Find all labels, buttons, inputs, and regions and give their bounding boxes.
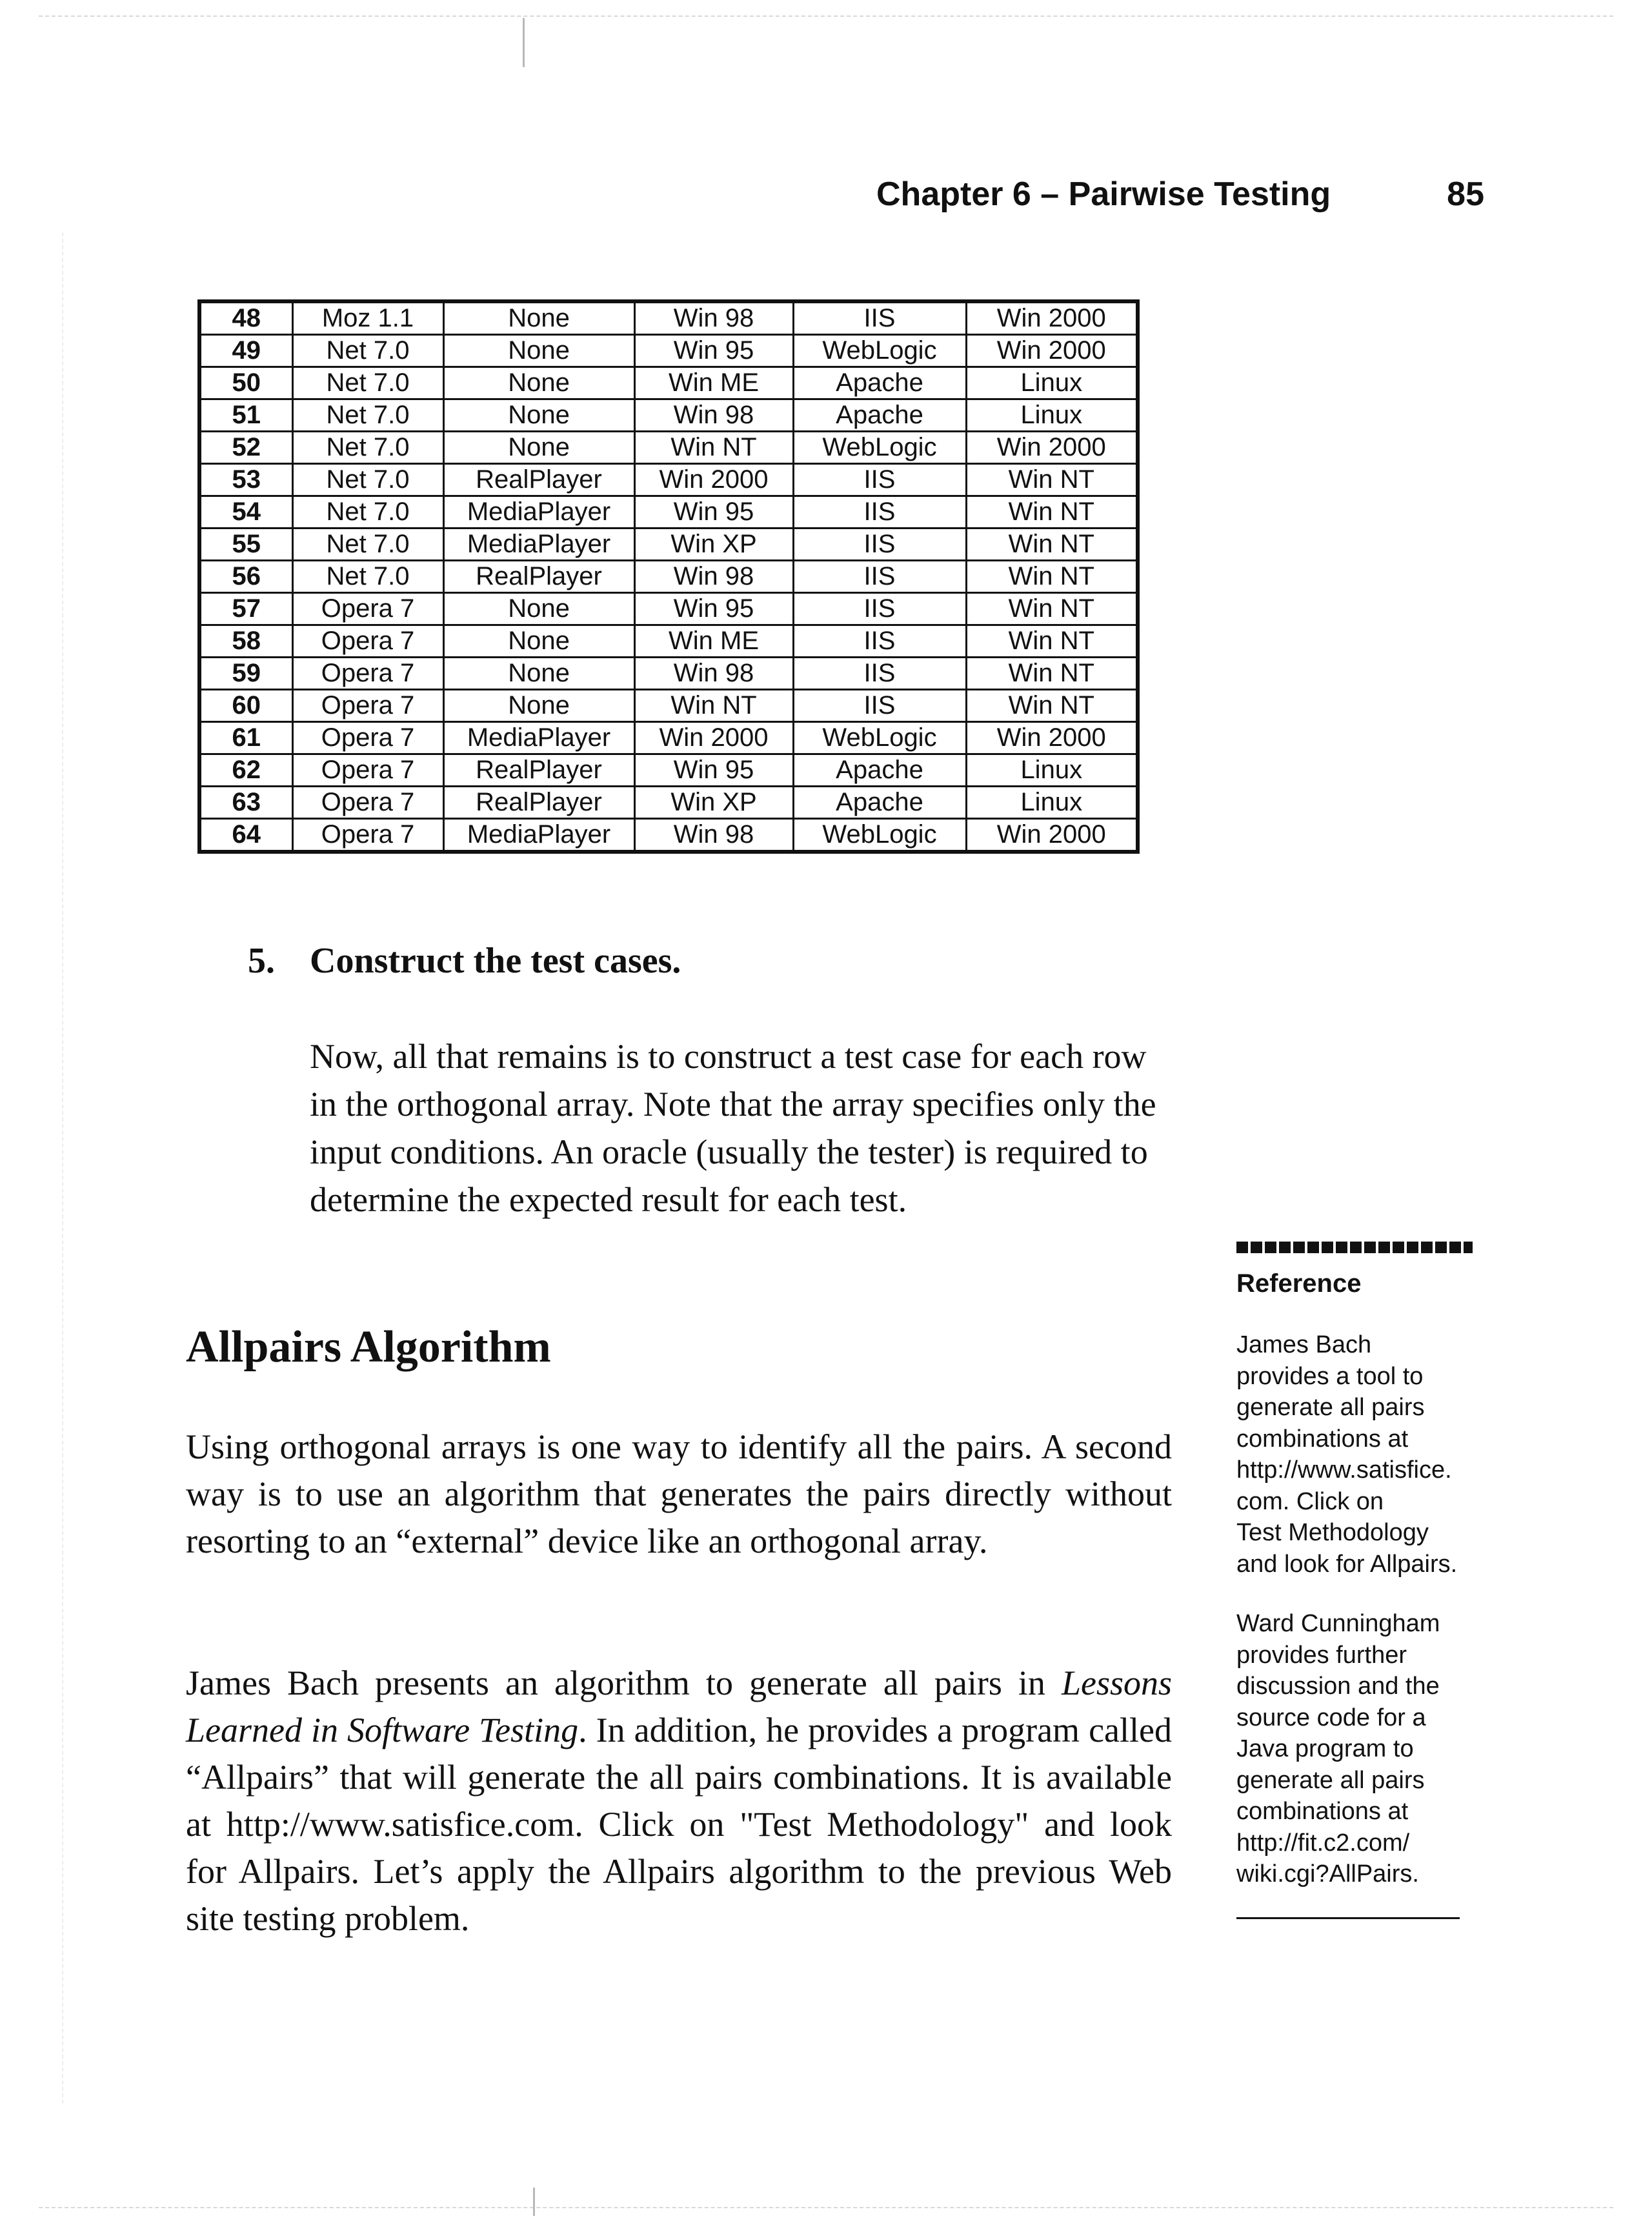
- table-cell-browser: Opera 7: [292, 593, 443, 625]
- table-cell-row-number: 57: [199, 593, 292, 625]
- table-cell-server: Apache: [793, 754, 966, 787]
- pairwise-test-table: [197, 299, 1140, 854]
- table-cell-server-os: Win 2000: [966, 335, 1138, 367]
- table-cell-server-os: Win 2000: [966, 432, 1138, 464]
- table-cell-server: IIS: [793, 561, 966, 593]
- table-cell-client-os: Win 98: [634, 658, 793, 690]
- running-head: [871, 172, 1484, 217]
- table-cell-row-number: 52: [199, 432, 292, 464]
- table-cell-browser: Net 7.0: [292, 432, 443, 464]
- table-cell-server-os: Win NT: [966, 658, 1138, 690]
- table-cell-server: IIS: [793, 690, 966, 722]
- table-cell-plugin: None: [443, 335, 634, 367]
- table-cell-browser: Net 7.0: [292, 496, 443, 529]
- table-cell-client-os: Win XP: [634, 787, 793, 819]
- table-cell-plugin: None: [443, 625, 634, 658]
- sidebar-note-line: discussion and the: [1236, 1673, 1440, 1700]
- table-cell-browser: Net 7.0: [292, 561, 443, 593]
- sidebar-note-line: combinations at: [1236, 1425, 1409, 1453]
- table-cell-client-os: Win 98: [634, 301, 793, 335]
- table-cell-row-number: 49: [199, 335, 292, 367]
- table-cell-server-os: Win NT: [966, 561, 1138, 593]
- table-cell-browser: Net 7.0: [292, 464, 443, 496]
- table-row: [199, 432, 1138, 464]
- table-cell-client-os: Win 95: [634, 496, 793, 529]
- table-cell-browser: Net 7.0: [292, 335, 443, 367]
- table-cell-server: IIS: [793, 529, 966, 561]
- table-cell-plugin: MediaPlayer: [443, 496, 634, 529]
- sidebar-dotted-rule: [1236, 1242, 1473, 1253]
- table-cell-browser: Net 7.0: [292, 399, 443, 432]
- step-title: Construct the test cases.: [310, 941, 681, 981]
- table-cell-row-number: 53: [199, 464, 292, 496]
- table-cell-row-number: 56: [199, 561, 292, 593]
- table-row: [199, 658, 1138, 690]
- sidebar-note-line: wiki.cgi?AllPairs.: [1236, 1860, 1419, 1888]
- table-cell-plugin: None: [443, 690, 634, 722]
- sidebar-note-line: Ward Cunningham: [1236, 1610, 1440, 1637]
- table-cell-server-os: Win NT: [966, 625, 1138, 658]
- table-cell-server-os: Win NT: [966, 529, 1138, 561]
- table-cell-server: IIS: [793, 593, 966, 625]
- table-cell-row-number: 50: [199, 367, 292, 399]
- table-cell-client-os: Win XP: [634, 529, 793, 561]
- sidebar-note-2: [1236, 1608, 1495, 1890]
- sidebar-note-line: http://www.satisfice.: [1236, 1456, 1452, 1484]
- table-cell-plugin: MediaPlayer: [443, 529, 634, 561]
- gutter-mark-top: [523, 18, 525, 67]
- table-row: [199, 399, 1138, 432]
- table-cell-browser: Opera 7: [292, 690, 443, 722]
- table-cell-server: IIS: [793, 464, 966, 496]
- gutter-mark-bottom: [533, 2188, 535, 2216]
- table-cell-client-os: Win 98: [634, 819, 793, 852]
- table-cell-plugin: None: [443, 658, 634, 690]
- step-number: 5.: [248, 941, 275, 981]
- table-cell-plugin: RealPlayer: [443, 561, 634, 593]
- table-cell-browser: Moz 1.1: [292, 301, 443, 335]
- table-cell-plugin: None: [443, 367, 634, 399]
- sidebar-note-line: Test Methodology: [1236, 1519, 1429, 1546]
- table-cell-server-os: Linux: [966, 399, 1138, 432]
- sidebar-note-line: http://fit.c2.com/: [1236, 1829, 1410, 1857]
- table-cell-server: IIS: [793, 496, 966, 529]
- table-cell-plugin: RealPlayer: [443, 787, 634, 819]
- table-cell-server-os: Win NT: [966, 496, 1138, 529]
- table-row: [199, 593, 1138, 625]
- sidebar-note-line: generate all pairs: [1236, 1766, 1425, 1794]
- table-row: [199, 464, 1138, 496]
- table-cell-server: IIS: [793, 301, 966, 335]
- table-cell-client-os: Win 2000: [634, 464, 793, 496]
- scan-edge-left: [62, 232, 63, 2104]
- table-cell-browser: Opera 7: [292, 722, 443, 754]
- section-paragraph-2: [186, 1660, 1172, 1942]
- scan-edge-top: [39, 15, 1613, 17]
- table-cell-plugin: RealPlayer: [443, 464, 634, 496]
- step-heading: [248, 938, 681, 983]
- table-cell-client-os: Win 98: [634, 399, 793, 432]
- table-cell-server: IIS: [793, 625, 966, 658]
- table-row: [199, 819, 1138, 852]
- sidebar-title: Reference: [1236, 1269, 1362, 1298]
- sidebar-bottom-rule: [1236, 1917, 1460, 1919]
- table-row: [199, 754, 1138, 787]
- table-cell-row-number: 58: [199, 625, 292, 658]
- table-row: [199, 529, 1138, 561]
- table-row: [199, 335, 1138, 367]
- paragraph-2-text-start: James Bach presents an algorithm to generate all pairs in: [186, 1664, 1062, 1702]
- table-cell-client-os: Win NT: [634, 690, 793, 722]
- sidebar-note-line: and look for Allpairs.: [1236, 1550, 1458, 1578]
- table-cell-row-number: 64: [199, 819, 292, 852]
- table-cell-browser: Opera 7: [292, 819, 443, 852]
- table-cell-plugin: None: [443, 301, 634, 335]
- table-cell-plugin: None: [443, 432, 634, 464]
- table-cell-row-number: 63: [199, 787, 292, 819]
- sidebar-note-line: generate all pairs: [1236, 1394, 1425, 1421]
- table-row: [199, 787, 1138, 819]
- table-cell-server: Apache: [793, 787, 966, 819]
- table-cell-client-os: Win 95: [634, 335, 793, 367]
- table-cell-server-os: Win 2000: [966, 301, 1138, 335]
- table-cell-server-os: Win 2000: [966, 819, 1138, 852]
- reference-sidebar: [1236, 1242, 1495, 1919]
- table-cell-browser: Opera 7: [292, 625, 443, 658]
- table-cell-server-os: Win NT: [966, 593, 1138, 625]
- table-cell-row-number: 62: [199, 754, 292, 787]
- table-row: [199, 561, 1138, 593]
- table-cell-browser: Net 7.0: [292, 529, 443, 561]
- book-title: Lessons Learned in Software Testing: [186, 1664, 1172, 1749]
- section-paragraph-1: Using orthogonal arrays is one way to identify all the pairs. A second way is to use an algorithm that generates the pairs directly without resorting to an “external” device like an orthogonal array.: [186, 1427, 1172, 1560]
- scan-edge-bottom: [39, 2207, 1613, 2208]
- table-cell-row-number: 48: [199, 301, 292, 335]
- table-cell-row-number: 54: [199, 496, 292, 529]
- table-cell-server: WebLogic: [793, 722, 966, 754]
- table-cell-row-number: 61: [199, 722, 292, 754]
- table-cell-client-os: Win ME: [634, 367, 793, 399]
- table-cell-plugin: None: [443, 593, 634, 625]
- table-cell-row-number: 59: [199, 658, 292, 690]
- table-cell-plugin: RealPlayer: [443, 754, 634, 787]
- page-number: 85: [1447, 176, 1484, 213]
- table-cell-client-os: Win 95: [634, 754, 793, 787]
- table-cell-browser: Opera 7: [292, 754, 443, 787]
- table-cell-client-os: Win NT: [634, 432, 793, 464]
- table-cell-plugin: None: [443, 399, 634, 432]
- table-cell-server: WebLogic: [793, 432, 966, 464]
- table-row: [199, 367, 1138, 399]
- section-heading: Allpairs Algorithm: [186, 1322, 551, 1372]
- table-row: [199, 690, 1138, 722]
- table-cell-plugin: MediaPlayer: [443, 722, 634, 754]
- table-cell-browser: Net 7.0: [292, 367, 443, 399]
- table-row: [199, 301, 1138, 335]
- step-body: Now, all that remains is to construct a test case for each row in the orthogonal array. Note that the array specifies only the input conditions. An oracle (usually the tester) is required to determine the expected result for each test.: [310, 1037, 1156, 1219]
- sidebar-note-line: com. Click on: [1236, 1487, 1384, 1515]
- table-cell-browser: Opera 7: [292, 658, 443, 690]
- table-cell-server-os: Win NT: [966, 690, 1138, 722]
- table-cell-server-os: Linux: [966, 754, 1138, 787]
- table-cell-row-number: 55: [199, 529, 292, 561]
- table-row: [199, 625, 1138, 658]
- sidebar-note-line: combinations at: [1236, 1798, 1409, 1825]
- sidebar-note-line: source code for a: [1236, 1704, 1426, 1731]
- table-cell-server-os: Win 2000: [966, 722, 1138, 754]
- table-cell-client-os: Win 98: [634, 561, 793, 593]
- sidebar-note-line: Java program to: [1236, 1735, 1414, 1762]
- table-cell-row-number: 51: [199, 399, 292, 432]
- table-cell-server-os: Win NT: [966, 464, 1138, 496]
- sidebar-note-line: James Bach: [1236, 1331, 1372, 1358]
- table-row: [199, 496, 1138, 529]
- table-cell-server-os: Linux: [966, 787, 1138, 819]
- chapter-title: Chapter 6 – Pairwise Testing: [876, 176, 1331, 213]
- sidebar-note-line: provides further: [1236, 1641, 1407, 1669]
- table-cell-server: Apache: [793, 399, 966, 432]
- table-cell-row-number: 60: [199, 690, 292, 722]
- sidebar-note-1: [1236, 1329, 1495, 1580]
- pairwise-test-table-body: [199, 301, 1138, 852]
- table-cell-server: IIS: [793, 658, 966, 690]
- table-cell-client-os: Win 2000: [634, 722, 793, 754]
- table-cell-server-os: Linux: [966, 367, 1138, 399]
- table-cell-server: WebLogic: [793, 335, 966, 367]
- paragraph-2-text-end: . In addition, he provides a program called “Allpairs” that will generate the all pairs combinations. It is available at http://www.satisfice.com. Click on "Test Methodology" and look for Allpairs. Let’s apply the Allpairs algorithm to the previous Web site testing problem.: [186, 1711, 1172, 1938]
- sidebar-note-line: provides a tool to: [1236, 1362, 1424, 1390]
- table-cell-server: WebLogic: [793, 819, 966, 852]
- table-cell-client-os: Win ME: [634, 625, 793, 658]
- table-cell-client-os: Win 95: [634, 593, 793, 625]
- table-row: [199, 722, 1138, 754]
- table-cell-browser: Opera 7: [292, 787, 443, 819]
- table-cell-plugin: MediaPlayer: [443, 819, 634, 852]
- table-cell-server: Apache: [793, 367, 966, 399]
